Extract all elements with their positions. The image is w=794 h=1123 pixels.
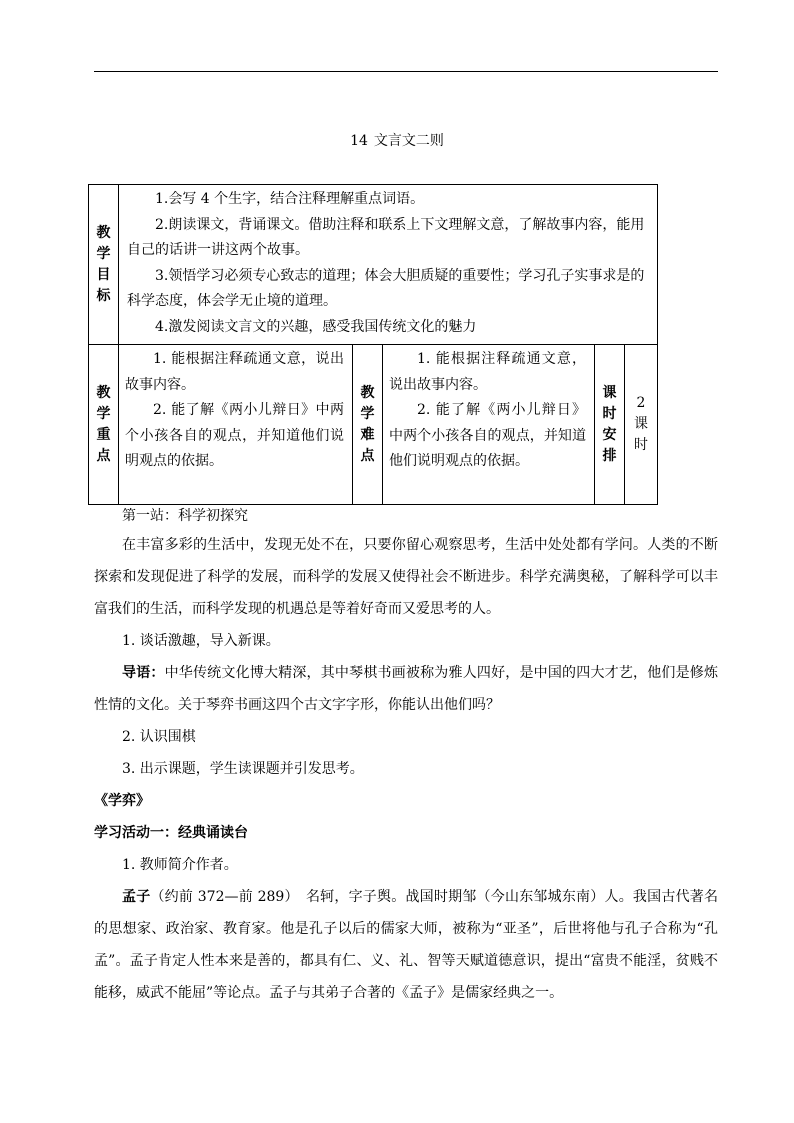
key-point-item: 1. 能根据注释疏通文意，说出故事内容。 [125,351,344,393]
difficult-points-label: 教 学 难 点 [353,345,383,505]
goal-item: 1.会写 4 个生字，结合注释理解重点词语。 [155,191,425,207]
step-2: 2. 认识围棋 [122,729,196,745]
key-points-row [89,345,658,505]
lesson-title [0,131,794,151]
lesson-name: 文言文二则 [373,133,444,149]
intro-paragraph: 在丰富多彩的生活中，发现无处不在，只要你留心观察思考，生活中处处都有学问。人类的不断探索和发现促进了科学的发展，而科学的发展又使得社会不断进步。科学充满奥秘，了解科学可以丰富我们的生活，而科学发现的机遇总是等着好奇而又爱思考的人。 [94,537,718,617]
lead-paragraph [94,657,718,721]
key-points-content [119,345,353,505]
difficult-points-content [383,345,595,505]
author-bio: （约前 372—前 289） 名轲，字子舆。战国时期邹（今山东邹城东南）人。我国古代著名的思想家、政治家、教育家。他是孔子以后的儒家大师，被称为“亚圣”，后世将他与孔子合称为“孔孟”。孟子肯定人性本来是善的，都具有仁、义、礼、智等天赋道德意识，提出“富贵不能淫，贫贱不能移，威武不能屈”等论点。孟子与其弟子合著的《孟子》是儒家经典之一。 [94,889,719,1001]
goal-item: 2.朗读课文，背诵课文。借助注释和联系上下文理解文意，了解故事内容，能用自己的话讲一讲这两个故事。 [127,216,645,258]
author-name: 孟子 [122,889,151,905]
step-1: 1. 谈话激趣，导入新课。 [122,633,280,649]
lead-text: 中华传统文化博大精深，其中琴棋书画被称为雅人四好，是中国的四大才艺，他们是修炼性情的文化。关于琴弈书画这四个古文字字形，你能认出他们吗？ [94,665,719,713]
lesson-number: 14 [350,133,368,149]
author-paragraph [94,881,718,1009]
goals-label: 教 学 目 标 [89,185,119,345]
goals-content [119,185,658,345]
activity-heading: 学习活动一：经典诵读台 [94,825,248,841]
lesson-body [94,503,718,1009]
goals-row [89,185,658,345]
step-3: 3. 出示课题，学生读课题并引发思考。 [122,761,364,777]
difficult-point-item: 2. 能了解《两小儿辩日》中两个小孩各自的观点，并知道他们说明观点的依据。 [389,402,586,469]
lesson-subtitle: 《学弈》 [94,793,150,809]
schedule-label: 课 时 安 排 [595,345,625,505]
key-points-label: 教 学 重 点 [89,345,119,505]
goal-item: 4.激发阅读文言文的兴趣，感受我国传统文化的魅力 [155,318,477,335]
key-point-item: 2. 能了解《两小儿辩日》中两个小孩各自的观点，并知道他们说明观点的依据。 [125,402,344,469]
station-heading: 第一站：科学初探究 [122,508,248,524]
teacher-intro: 1. 教师简介作者。 [122,857,238,873]
teaching-plan-table [88,184,658,505]
lead-label: 导语： [122,665,165,681]
goal-item: 3.领悟学习必须专心致志的道理；体会大胆质疑的重要性；学习孔子实事求是的科学态度，体会学无止境的道理。 [127,267,645,309]
schedule-value: 2 课 时 [625,345,658,505]
difficult-point-item: 1. 能根据注释疏通文意，说出故事内容。 [389,351,586,393]
page-header-rule [94,71,718,72]
